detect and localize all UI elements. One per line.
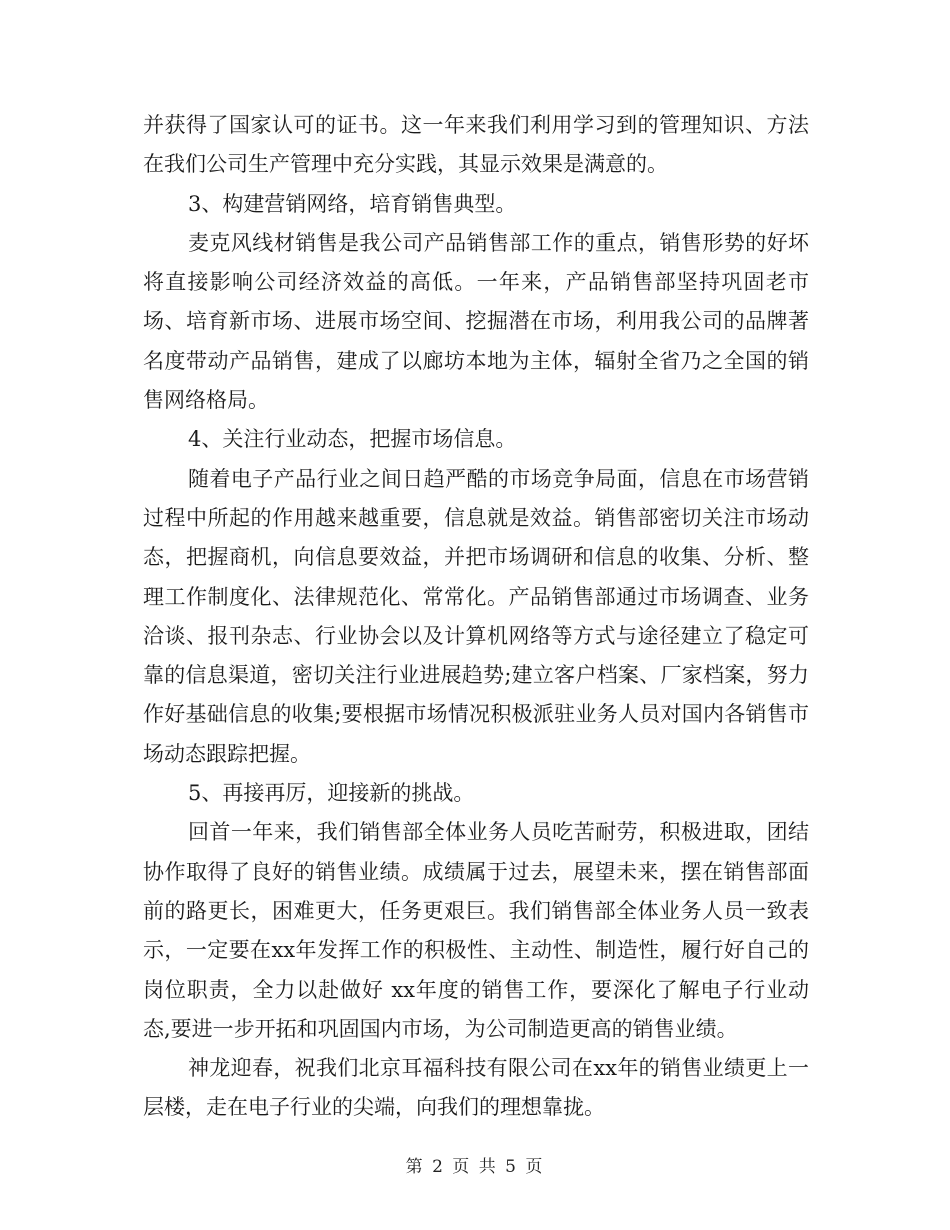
- section-heading-4: 4、关注行业动态，把握市场信息。: [188, 427, 517, 452]
- document-body: [143, 106, 809, 1128]
- paragraph-new-challenge: 回首一年来，我们销售部全体业务人员吃苦耐劳，积极进取，团结协作取得了良好的销售业绩。成绩属于过去，展望未来，摆在销售部面前的路更长，困难更大，任务更艰巨。我们销售部全体业务人员一致表示，一定要在xx年发挥工作的积极性、主动性、制造性，履行好自己的岗位职责，全力以赴做好 xx年度的销售工作，要深化了解电子行业动态,要进一步开拓和巩固国内市场，为公司制造更高的销售业绩。: [143, 820, 809, 1041]
- paragraph-market-info: 随着电子产品行业之间日趋严酷的市场竞争局面，信息在市场营销过程中所起的作用越来越重要，信息就是效益。销售部密切关注市场动态，把握商机，向信息要效益，并把市场调研和信息的收集、分析、整理工作制度化、法律规范化、常常化。产品销售部通过市场调查、业务洽谈、报刊杂志、行业协会以及计算机网络等方式与途径建立了稳定可靠的信息渠道，密切关注行业进展趋势;建立客户档案、厂家档案，努力作好基础信息的收集;要根据市场情况积极派驻业务人员对国内各销售市场动态跟踪把握。: [143, 466, 809, 766]
- section-heading-5: 5、再接再厉，迎接新的挑战。: [188, 781, 475, 806]
- paragraph-intro: 并获得了国家认可的证书。这一年来我们利用学习到的管理知识、方法在我们公司生产管理中充分实践，其显示效果是满意的。: [143, 113, 809, 177]
- paragraph-closing-wish: 神龙迎春，祝我们北京耳福科技有限公司在xx年的销售业绩更上一层楼，走在电子行业的尖端，向我们的理想靠拢。: [143, 1056, 809, 1120]
- page-number-footer: 第 2 页 共 5 页: [405, 1157, 545, 1177]
- section-heading-3: 3、构建营销网络，培育销售典型。: [188, 191, 517, 216]
- paragraph-marketing-network: 麦克风线材销售是我公司产品销售部工作的重点，销售形势的好坏将直接影响公司经济效益的高低。一年来，产品销售部坚持巩固老市场、培育新市场、进展市场空间、挖掘潜在市场，利用我公司的品牌著名度带动产品销售，建成了以廊坊本地为主体，辐射全省乃之全国的销售网络格局。: [143, 230, 809, 413]
